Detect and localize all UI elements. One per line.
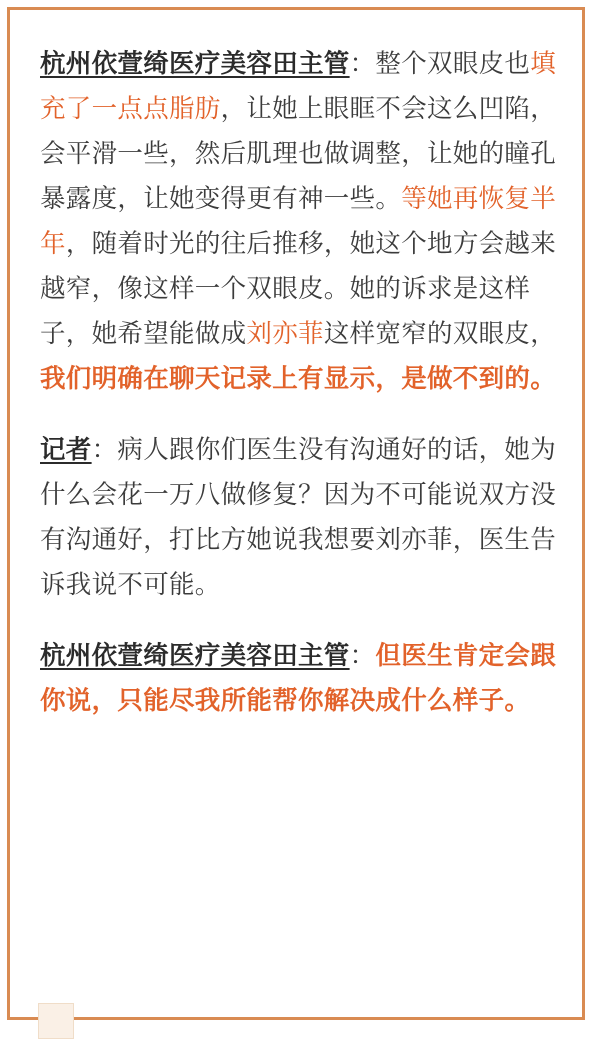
text-run: ，随着时光的往后推移，她这个地方会越来越窄，像这样一个双眼皮。她的诉求是这样子，她希望能做成 [40,230,557,348]
decorative-square [38,1003,74,1039]
transcript-paragraph [40,428,560,608]
text-run: 这样宽窄的双眼皮， [323,320,557,348]
orange-border-frame [7,7,585,1020]
text-run: 病人跟你们医生没有沟通好的话，她为什么会花一万八做修复？因为不可能说双方没有沟通好，打比方她说我想要刘亦菲，医生告诉我说不可能。 [40,436,557,599]
speaker-label: 记者 [40,436,92,464]
speaker-label: 杭州依萱绮医疗美容田主管 [40,50,350,78]
transcript-paragraph [40,42,560,402]
speaker-colon: ： [349,642,376,670]
speaker-colon: ： [349,50,376,78]
text-run: ，让她上眼眶不会这么凹陷，会平滑一些，然后肌理也做调整，让她的瞳孔暴露度，让她变得更有神一些。 [40,95,557,213]
highlight-bold-run: 但医生肯定会跟你说，只能尽我所能帮你解决成什么样子。 [40,642,557,715]
highlight-run: 等她再恢复半年 [40,185,557,258]
speaker-label: 杭州依萱绮医疗美容田主管 [40,642,350,670]
highlight-bold-run: 我们明确在聊天记录上有显示，是做不到的。 [40,365,557,393]
speaker-colon: ： [91,436,118,464]
highlight-run: 填充了一点点脂肪 [40,50,557,123]
text-run: 整个双眼皮也 [375,50,531,78]
transcript-paragraph [40,634,560,724]
highlight-run: 刘亦菲 [246,320,324,348]
transcript-content [40,42,560,724]
